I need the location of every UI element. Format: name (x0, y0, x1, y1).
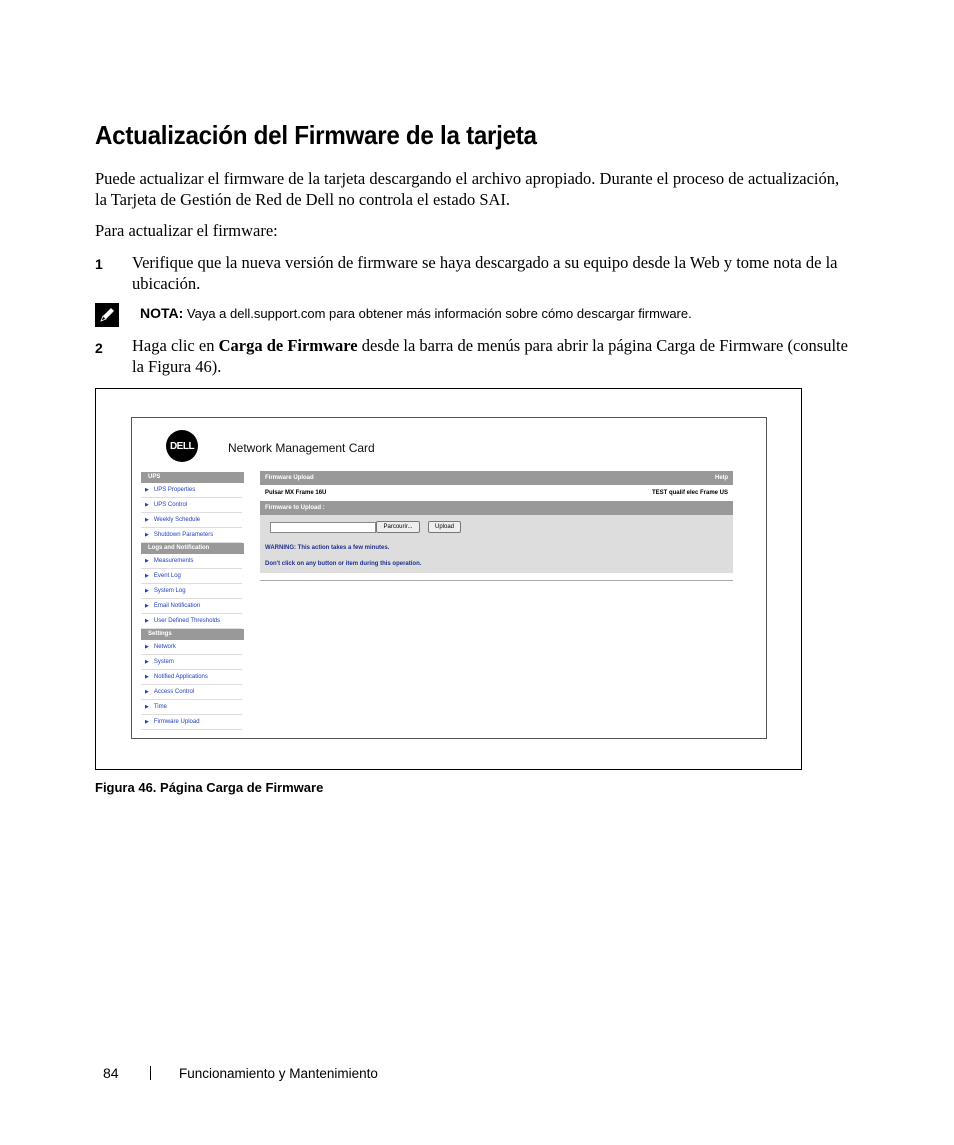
sidebar-item-email-notification[interactable] (141, 599, 242, 614)
sidebar-item-firmware-upload[interactable] (141, 715, 242, 730)
sidebar-item-network[interactable] (141, 640, 242, 655)
sidebar-item-label: System Log (153, 588, 186, 594)
sidebar-item-label: Access Control (153, 689, 195, 695)
sidebar-item-weekly-schedule[interactable] (141, 513, 242, 528)
file-path-input[interactable] (270, 522, 376, 533)
arrow-icon: ▶ (145, 603, 149, 609)
arrow-icon: ▶ (145, 674, 149, 680)
step-2-number: 2 (95, 340, 103, 356)
figure-caption: Figura 46. Página Carga de Firmware (95, 780, 324, 795)
sidebar-item-time[interactable] (141, 700, 242, 715)
note-label: NOTA: (140, 305, 184, 321)
arrow-icon: ▶ (145, 644, 149, 650)
lead-in: Para actualizar el firmware: (95, 221, 278, 240)
warning-line-2: Don't click on any button or item during this operation. (265, 561, 422, 567)
note (140, 305, 692, 321)
page-number: 84 (103, 1065, 119, 1081)
upload-form-area (260, 515, 733, 573)
sidebar-section-logs: Logs and Notification (141, 543, 244, 554)
warning-line-1: WARNING: This action takes a few minutes. (265, 545, 390, 551)
sidebar-item-label: Event Log (153, 573, 181, 579)
sidebar-item-label: Measurements (153, 558, 194, 564)
sidebar-item-label: User Defined Thresholds (153, 618, 221, 624)
panel-title-bar (260, 471, 733, 485)
section-title: Firmware to Upload : (265, 505, 325, 511)
help-link[interactable]: Help (714, 475, 728, 481)
sidebar-menu (141, 472, 244, 730)
arrow-icon: ▶ (145, 502, 149, 508)
pencil-note-icon (95, 303, 119, 327)
section-title-bar (260, 501, 733, 515)
sidebar-item-label: System (153, 659, 174, 665)
sidebar-item-label: Time (153, 704, 167, 710)
firmware-upload-panel (260, 471, 733, 581)
sidebar-item-access-control[interactable] (141, 685, 242, 700)
sidebar-item-ups-control[interactable] (141, 498, 242, 513)
arrow-icon: ▶ (145, 517, 149, 523)
device-description: TEST qualif elec Frame US (651, 490, 728, 496)
arrow-icon: ▶ (145, 588, 149, 594)
panel-title: Firmware Upload (265, 475, 314, 481)
sidebar-item-label: Network (153, 644, 176, 650)
device-name: Pulsar MX Frame 16U (265, 490, 327, 496)
sidebar-item-label: Shutdown Parameters (153, 532, 214, 538)
step-2-text-end: desde la barra de menús para abrir la página Carga de Firmware (consulte la Figura 46). (132, 336, 848, 376)
intro-paragraph: Puede actualizar el firmware de la tarjeta descargando el archivo apropiado. Durante el proceso de actualización, la Tarjeta de Gestión de Red de Dell no controla el estado SAI. (95, 169, 840, 209)
sidebar-item-label: Weekly Schedule (153, 517, 201, 523)
sidebar-item-measurements[interactable] (141, 554, 242, 569)
divider (260, 580, 733, 581)
sidebar-item-shutdown-parameters[interactable] (141, 528, 242, 543)
arrow-icon: ▶ (145, 704, 149, 710)
arrow-icon: ▶ (145, 573, 149, 579)
dell-logo: DELL (166, 430, 198, 462)
footer-divider (150, 1066, 151, 1080)
sidebar-item-label: UPS Properties (153, 487, 196, 493)
arrow-icon: ▶ (145, 659, 149, 665)
nmc-title: Network Management Card (228, 441, 375, 455)
sidebar-item-ups-properties[interactable] (141, 483, 242, 498)
step-2-menu-name: Carga de Firmware (218, 336, 358, 355)
page-heading: Actualización del Firmware de la tarjeta (95, 120, 537, 150)
sidebar-item-user-defined-thresholds[interactable] (141, 614, 242, 629)
device-info-row (260, 485, 733, 501)
arrow-icon: ▶ (145, 719, 149, 725)
sidebar-item-system-log[interactable] (141, 584, 242, 599)
sidebar-section-ups: UPS (141, 472, 244, 483)
step-1-text: Verifique que la nueva versión de firmware se haya descargado a su equipo desde la Web y tome nota de la ubicación. (132, 253, 838, 293)
arrow-icon: ▶ (145, 487, 149, 493)
sidebar-item-label: UPS Control (153, 502, 188, 508)
sidebar-item-system[interactable] (141, 655, 242, 670)
arrow-icon: ▶ (145, 618, 149, 624)
footer-section: Funcionamiento y Mantenimiento (179, 1066, 378, 1081)
step-2-text (132, 335, 852, 377)
arrow-icon: ▶ (145, 532, 149, 538)
sidebar-item-label: Email Notification (153, 603, 201, 609)
sidebar-item-notified-applications[interactable] (141, 670, 242, 685)
sidebar-item-label: Notified Applications (153, 674, 208, 680)
upload-button[interactable]: Upload (428, 521, 461, 533)
step-1-number: 1 (95, 256, 103, 272)
sidebar-section-settings: Settings (141, 629, 244, 640)
arrow-icon: ▶ (145, 558, 149, 564)
arrow-icon: ▶ (145, 689, 149, 695)
sidebar-item-event-log[interactable] (141, 569, 242, 584)
browse-button[interactable]: Parcourir... (376, 521, 420, 533)
note-text: Vaya a dell.support.com para obtener más información sobre cómo descargar firmware. (183, 306, 692, 321)
sidebar-item-label: Firmware Upload (153, 719, 200, 725)
step-2-text-start: Haga clic en (132, 336, 219, 355)
nmc-screenshot (131, 417, 767, 739)
